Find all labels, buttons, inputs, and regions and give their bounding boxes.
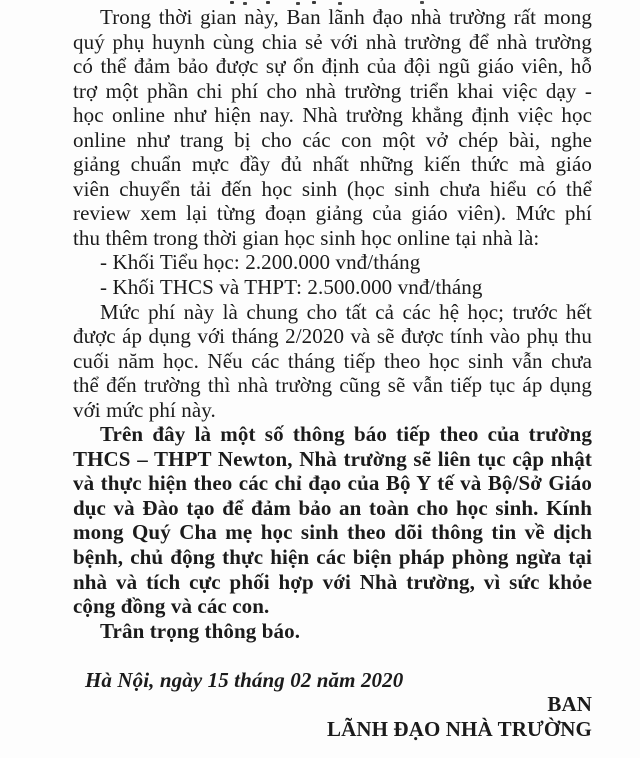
body-line: trợ một phần chi phí cho nhà trường triển khai việc dạy - xyxy=(73,78,592,103)
body-line: mong Quý Cha mẹ học sinh theo dõi thông tin về dịch xyxy=(73,520,592,545)
body-line: và thực hiện theo các chỉ đạo của Bộ Y tế và Bộ/Sở Giáo xyxy=(73,471,592,496)
fee-item-primary: - Khối Tiểu học: 2.200.000 vnđ/tháng xyxy=(100,250,421,275)
body-line: Mức phí này là chung cho tất cả các hệ học; trước hết xyxy=(100,299,592,324)
body-line: có thể đảm bảo được sự ổn định của đội ngũ giáo viên, hỗ xyxy=(73,54,592,79)
body-line: với mức phí này. xyxy=(73,397,216,422)
body-line: thể đến trường thì nhà trường cũng sẽ vẫn tiếp tục áp dụng xyxy=(73,373,592,398)
body-line: viên chuyển tải đến học sinh (học sinh chưa hiểu có thể xyxy=(73,176,592,201)
body-line: THCS – THPT Newton, Nhà trường sẽ liên tục cập nhật xyxy=(73,446,592,471)
body-line: review xem lại từng đoạn giảng của giáo viên). Mức phí xyxy=(73,201,592,226)
spacer-line xyxy=(73,643,592,668)
date-line: Hà Nội, ngày 15 tháng 02 năm 2020 xyxy=(85,667,404,692)
body-line: dục và Đào tạo để đảm bảo an toàn cho học sinh. Kính xyxy=(73,495,592,520)
letter-body xyxy=(73,5,592,741)
body-line: cuối năm học. Nếu các tháng tiếp theo học sinh vẫn chưa xyxy=(73,348,592,373)
body-line: bệnh, chủ động thực hiện các biện pháp phòng ngừa tại xyxy=(73,545,592,570)
signature-role: LÃNH ĐẠO NHÀ TRƯỜNG xyxy=(327,716,592,741)
body-line: quý phụ huynh cùng chia sẻ với nhà trường để nhà trường xyxy=(73,29,592,54)
body-line: online như trang bị cho các con một vở chép bài, nghe xyxy=(73,127,592,152)
fee-item-secondary: - Khối THCS và THPT: 2.500.000 vnđ/tháng xyxy=(100,275,483,300)
body-line: giảng chuẩn mực đầy đủ nhất những kiến thức mà giáo xyxy=(73,152,592,177)
closing-line: Trân trọng thông báo. xyxy=(100,618,301,643)
clipped-previous-line-remnant xyxy=(230,1,234,4)
body-line: cộng đồng và các con. xyxy=(73,594,270,619)
body-line: học online như hiện nay. Nhà trường khẳng định việc học xyxy=(73,103,592,128)
body-line: được áp dụng với tháng 2/2020 và sẽ được tính vào phụ thu xyxy=(73,324,592,349)
body-line: nhà và tích cực phối hợp với Nhà trường, vì sức khỏe xyxy=(73,569,592,594)
body-line: thu thêm trong thời gian học sinh học online tại nhà là: xyxy=(73,225,540,250)
body-line: Trên đây là một số thông báo tiếp theo của trường xyxy=(100,422,592,447)
signature-org: BAN xyxy=(547,692,592,717)
body-line: Trong thời gian này, Ban lãnh đạo nhà trường rất mong xyxy=(100,5,592,29)
